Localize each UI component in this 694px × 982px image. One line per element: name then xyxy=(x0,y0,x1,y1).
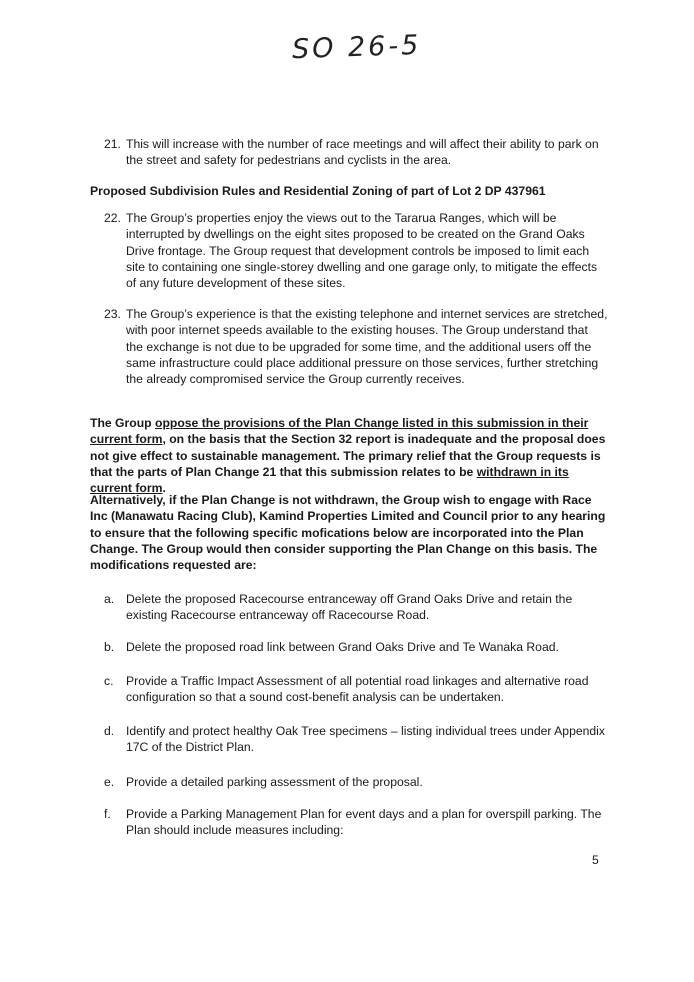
alternative-paragraph: Alternatively, if the Plan Change is not withdrawn, the Group wish to engage with Race Inc (Manawatu Racing Club), Kamind Properties Limited and Council prior to any hearing to ensure that the following specific mofications below are incorporated into the Plan Change. The Group would then consider supporting the Plan Change on this basis. The modifications requested are: xyxy=(90,493,606,573)
item-text: The Group’s experience is that the existing telephone and internet services are stretched, with poor internet speeds available to the existing houses. The Group understand that the exchange is not due to be upgraded for some time, and the additional users off the same infrastructure could place additional pressure on those services, further stretching the already compromised service the Group currently receives. xyxy=(126,307,608,387)
section-heading: Proposed Subdivision Rules and Residential Zoning of part of Lot 2 DP 437961 xyxy=(90,184,546,198)
item-text: The Group’s properties enjoy the views out to the Tararua Ranges, which will be interrupted by dwellings on the eight sites proposed to be created on the Grand Oaks Drive frontage. The Group request that development controls be imposed to limit each site to containing one single-storey dwelling and one garage only, to mitigate the effects of any future development of these sites. xyxy=(126,211,598,291)
modification-letter: f. xyxy=(104,807,111,821)
opposition-text: . xyxy=(162,481,166,496)
modification-text: Delete the proposed Racecourse entranceway off Grand Oaks Drive and retain the existing Racecourse entranceway off Racecourse Road. xyxy=(126,592,573,623)
item-text: This will increase with the number of race meetings and will affect their ability to park on the street and safety for pedestrians and cyclists in the area. xyxy=(126,137,599,168)
modification-letter: b. xyxy=(104,640,115,654)
opposition-text: , on the basis that the Section 32 report is inadequate and the proposal does not give effect to sustainable management. The primary relief that the Group requests is that the parts of Plan Change 21 that this submission relates to be xyxy=(90,432,606,479)
page-number: 5 xyxy=(592,853,599,867)
modification-letter: d. xyxy=(104,724,115,738)
modification-text: Provide a Parking Management Plan for event days and a plan for overspill parking. The Plan should include measures including: xyxy=(126,807,602,838)
handwritten-reference: SO 26-5 xyxy=(291,29,422,66)
modification-letter: c. xyxy=(104,674,114,688)
modification-text: Identify and protect healthy Oak Tree specimens – listing individual trees under Appendix 17C of the District Plan. xyxy=(126,724,605,755)
item-number: 21. xyxy=(104,137,121,151)
modification-text: Provide a detailed parking assessment of the proposal. xyxy=(126,775,423,789)
opposition-paragraph xyxy=(90,415,610,496)
opposition-text: The Group xyxy=(90,416,155,430)
modification-letter: e. xyxy=(104,775,115,789)
modification-letter: a. xyxy=(104,592,115,606)
opposition-underlined: oppose the provisions of the Plan Change listed in this submission in their current form xyxy=(90,416,589,447)
item-number: 23. xyxy=(104,307,121,321)
modification-text: Provide a Traffic Impact Assessment of all potential road linkages and alternative road configuration so that a sound cost-benefit analysis can be undertaken. xyxy=(126,674,589,705)
item-number: 22. xyxy=(104,211,121,225)
modification-text: Delete the proposed road link between Grand Oaks Drive and Te Wanaka Road. xyxy=(126,640,559,654)
opposition-underlined: withdrawn in its current form xyxy=(90,464,569,496)
